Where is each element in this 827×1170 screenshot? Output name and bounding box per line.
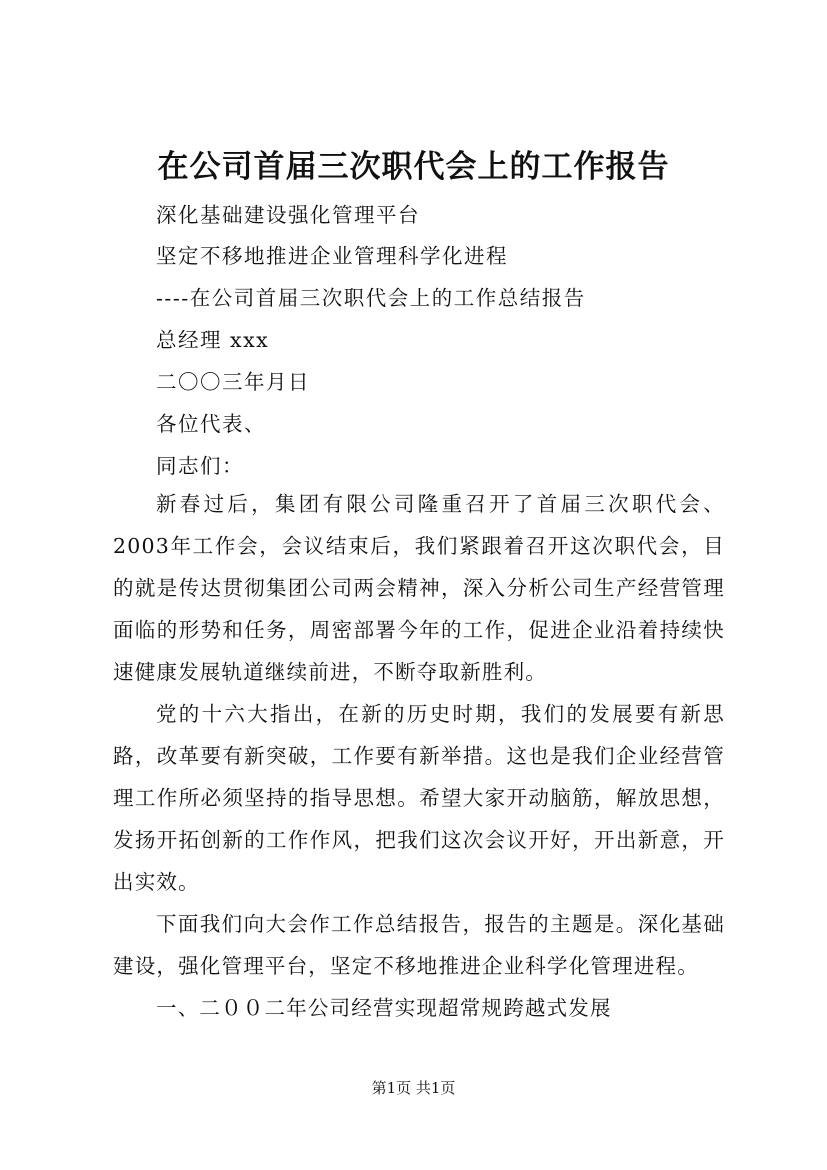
salutation-line-2: 同志们： bbox=[156, 454, 244, 478]
subtitle-line-1: 深化基础建设强化管理平台 bbox=[156, 203, 420, 227]
subtitle-line-2: 坚定不移地推进企业管理科学化进程 bbox=[156, 244, 508, 268]
section-heading-1: 一、二００二年公司经营实现超常规跨越式发展 bbox=[156, 996, 612, 1020]
paragraph-3: 下面我们向大会作工作总结报告，报告的主题是。深化基础建设，强化管理平台，坚定不移地推进企业科学化管理进程。 bbox=[113, 912, 725, 978]
date-line: 二〇〇三年月日 bbox=[156, 370, 310, 394]
subtitle-line-3: ----在公司首届三次职代会上的工作总结报告 bbox=[156, 286, 586, 310]
paragraph-2: 党的十六大指出，在新的历史时期，我们的发展要有新思路，改革要有新突破，工作要有新举措。这也是我们企业经营管理工作所必须坚持的指导思想。希望大家开动脑筋，解放思想，发扬开拓创新的工作作风，把我们这次会议开好，开出新意，开出实效。 bbox=[113, 702, 725, 894]
page-footer: 第1页 共1页 bbox=[371, 1079, 456, 1097]
paragraph-1: 新春过后，集团有限公司隆重召开了首届三次职代会、2003年工作会，会议结束后，我们紧跟着召开这次职代会，目的就是传达贯彻集团公司两会精神，深入分析公司生产经营管理面临的形势和任务，周密部署今年的工作，促进企业沿着持续快速健康发展轨道继续前进，不断夺取新胜利。 bbox=[113, 492, 725, 684]
document-title: 在公司首届三次职代会上的工作报告 bbox=[157, 149, 670, 185]
salutation-line-1: 各位代表、 bbox=[156, 412, 266, 436]
author-line: 总经理 xxx bbox=[156, 328, 270, 352]
